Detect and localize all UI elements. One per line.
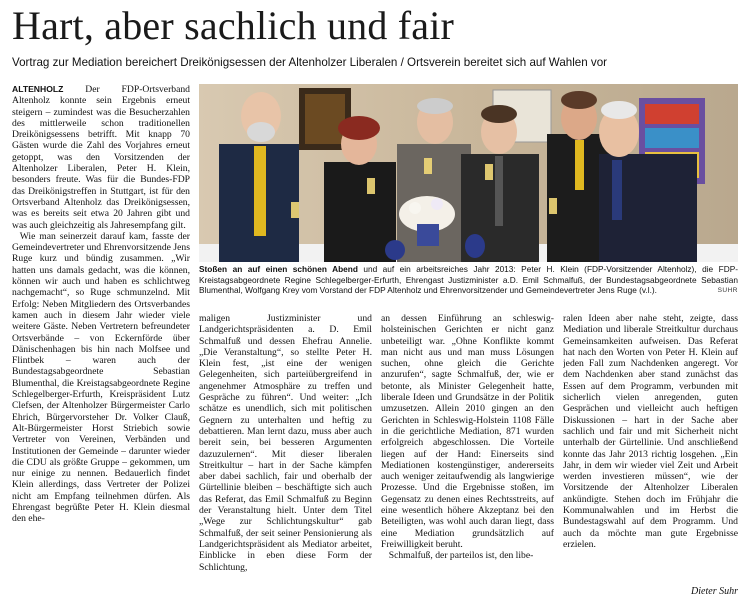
group-photo-illustration bbox=[199, 84, 738, 262]
paragraph: Schmalfuß, der parteilos ist, den libe- bbox=[388, 550, 534, 562]
paragraph: an dessen Einführung an schleswig-holsteinischen Gerichten er nicht ganz unbeteiligt war. „Ohne Konflikte kommt man nicht aus und man muss Lösungen suchen, ohne gleich die Gerichte anzurufen“, sagte Schmalfuß, der, wie er betonte, als Minister Gelegenheit hatte, liberale Ideen und Grundsätze in der Politik umzusetzen. Allein 2010 gingen an den Gerichten in Schleswig-Holstein 1108 Fälle in die gerichtliche Mediation, 871 wurden erfolgreich abgeschlossen. Die Vorteile liegen auf der Hand: Einerseits sind Mediationen kostengünstiger, andererseits auch weniger zeitaufwendig als langwierige Prozesse. Und die Ergebnisse stoßen, im Gegensatz zu denen eines Rechtsstreits, auf eine wesentlich höhere Akzeptanz bei den Beteiligten, was wohl auch daran liegt, dass eine Mediation grundsätzlich auf Freiwilligkeit beruht. bbox=[381, 313, 554, 550]
article-column-4 bbox=[563, 313, 738, 603]
subheadline: Vortrag zur Mediation bereichert Dreikönigsessen der Altenholzer Liberalen / Ortsverein bereitet sich auf Wahlen vor bbox=[12, 56, 608, 69]
paragraph: ralen Ideen aber nahe steht, zeigte, dass Mediation und liberale Streitkultur durchaus Gemeinsamkeiten aufweisen. Das Referat hat nach den Worten von Peter H. Klein auf jeden Fall zum Nachdenken angeregt. Vor dem Nachdenken aber stand zunächst das Essen auf dem Programm, verbunden mit sicherlich vielen anregenden, guten Gesprächen und vielleicht auch heftigen Diskussionen – hart in der Sache aber sachlich und fair und mit Sicherheit nicht unterhalb der Gürtellinie. Und anschließend konnte das Jahr 2013 richtig losgehen. „Ein Jahr, in dem wir wieder viel Zeit und Arbeit werden investieren müssen“, wie der Vorsitzende der Altenholzer Liberalen ankündigte. Stehen doch im Frühjahr die Kommunalwahlen und im Herbst die Bundestagswahl auf dem Programm. Und auch da möchte man gute Ergebnisse erzielen. bbox=[563, 313, 738, 550]
headline: Hart, aber sachlich und fair bbox=[12, 3, 455, 48]
paragraph: maligen Justizminister und Landgerichtspräsidenten a. D. Emil Schmalfuß und dessen Ehefrau Annelie. „Die Veranstaltung“, so stellte Peter H. Klein fest, „ist eine der wenigen Gelegenheiten, sich parteiübergreifend in angenehmer Atmosphäre zu treffen und Gespräche zu führen“. Und weiter: „Ich schätze es unendlich, sich mit politischen Gegnern zu unterhalten und heftig zu debattieren. Man lernt dazu, muss aber auch bereit sein, bei besseren Argumenten dazuzulernen“. Mit dieser liberalen Streitkultur – hart in der Sache kämpfen aber dabei sachlich, fair und oberhalb der Gürtellinie bleiben – beschäftigte sich auch das Referat, das Emil Schmalfuß zu Beginn der Veranstaltung hielt. Unter dem Titel „Wege zur Schlichtungskultur“ gab Schmalfuß, der seit seiner Pensionierung als Landgerichtspräsident als Mediator arbeitet, Einblicke in eben diese Form der Schlichtung, bbox=[199, 313, 372, 573]
photo-credit: SUHR bbox=[717, 287, 738, 294]
article-column-2 bbox=[199, 313, 372, 603]
article-column-3 bbox=[381, 313, 554, 603]
paragraph bbox=[12, 84, 190, 231]
article-column-1 bbox=[12, 84, 190, 602]
paragraph-text: Der FDP-Ortsverband Altenholz konnte sein Ergebnis erneut steigern – zumindest was die Besucherzahlen des mittlerweile schon traditionellen Dreikönigsessens betrifft. Mit knapp 70 Gästen wurde die Zahl des Vorjahres erneut getoppt, was den Vorsitzenden der Altenholzer Liberalen, Peter H. Klein, besonders freute. Was für die Bundes-FDP das Dreikönigstreffen in Stuttgart, ist für den Ortsverband Altenholz das Dreikönigsessen, was es bereits seit etwa 20 Jahren gibt und was auch gleichzeitig als Jahresempfang gilt. bbox=[12, 84, 190, 231]
paragraph: Wie man seinerzeit darauf kam, fasste der Gemeindevertreter und Ehrenvorsitzende Jens Ruge kurz und bündig zusammen. „Wir hatten uns damals gedacht, was die können, können wir auch und haben es schlichtweg nachgemacht“, so Ruge schmunzelnd. Mit Erfolg: Neben Mitgliedern des Ortsverbandes kamen auch in diesem Jahr wieder viele weitere Gäste. Neben Vertretern befreundeter Ortsverbände – von Eckernförde über Dänischenhagen bis hin nach Molfsee und Flintbek – waren auch der Bundestagsabgeordnete Sebastian Blumenthal, die Kreistagsabgeordnete Regine Schlegelberger-Erfurth, Kreispräsident Lutz Clefsen, der Altenholzer Bürgermeister Carlo Ehrich, Bürgervorsteher Dr. Volker Clauß, Alt-Bürgermeister Horst Striebich sowie Vertreter von Vereinen, Verbänden und Institutionen der Gemeinde – darunter wieder die CDU als größte Gruppe – gekommen, um nur einige zu nennen. Bedauerlich findet Klein allerdings, dass Vertreter der Polizei nicht am Empfang teilnehmen dürfen. Als Ehrengast begrüßte Peter H. Klein diesmal den ehe- bbox=[12, 230, 190, 525]
dateline: ALTENHOLZ bbox=[12, 84, 64, 94]
caption-lead: Stoßen an auf einen schönen Abend bbox=[199, 264, 358, 274]
group-photo bbox=[199, 84, 738, 262]
author-byline: Dieter Suhr bbox=[691, 586, 738, 597]
photo-caption bbox=[199, 264, 738, 296]
caption-text: und auf ein arbeitsreiches Jahr 2013: Peter H. Klein (FDP-Vorsitzender Altenholz), die FDP-Kreistagsabgeordnete Regine Schlegelberger-Erfurth, Ehrengast Justizminister a.D. Emil Schmalfuß, der Bundestagsabgeordnete Sebastian Blumenthal, Wolfgang Krey vom Vorstand der FDP Altenholz und Ehrenvorsitzender und Gemeindevertreter Jens Ruge (v.l.). bbox=[199, 264, 738, 295]
